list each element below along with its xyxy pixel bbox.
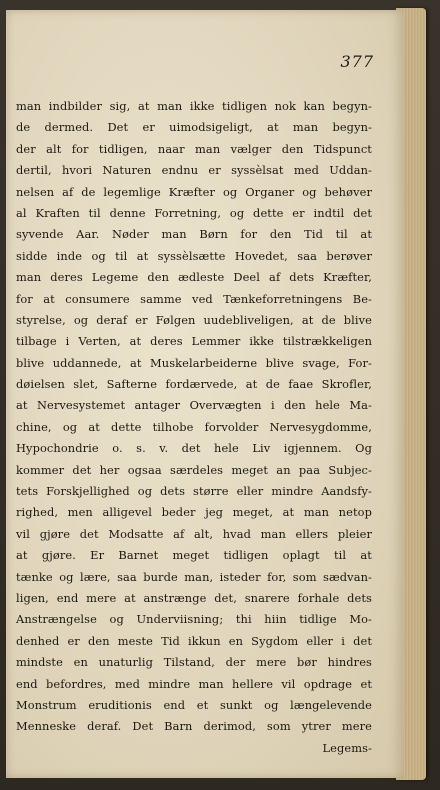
text-line: at gjøre. Er Barnet meget tidligen oplagt til at bbox=[16, 548, 372, 563]
text-line: der alt for tidligen, naar man vælger den Tidspunct bbox=[16, 141, 372, 156]
text-line: kommer det her ogsaa særdeles meget an paa Subjec- bbox=[16, 462, 372, 477]
text-line: sidde inde og til at syssèlsætte Hovedet, saa berøver bbox=[16, 248, 372, 263]
catchword: Legems- bbox=[322, 740, 372, 755]
text-line: Hypochondrie o. s. v. det hele Liv igjennem. Og bbox=[16, 441, 372, 456]
text-line: vil gjøre det Modsatte af alt, hvad man ellers pleier bbox=[16, 526, 372, 541]
text-line: styrelse, og deraf er Følgen uudebliveligen, at de blive bbox=[16, 312, 372, 327]
text-line: ligen, end mere at anstrænge det, snarere forhale dets bbox=[16, 590, 372, 605]
text-line: denhed er den meste Tid ikkun en Sygdom eller i det bbox=[16, 633, 372, 648]
text-line: mindste en unaturlig Tilstand, der mere bør hindres bbox=[16, 655, 372, 670]
text-line: Anstrængelse og Underviisning; thi hiin tidlige Mo- bbox=[16, 612, 372, 627]
text-line: al Kraften til denne Forretning, og dette er indtil det bbox=[16, 205, 372, 220]
body-text bbox=[16, 96, 372, 759]
text-line: tænke og lære, saa burde man, isteder for, som sædvan- bbox=[16, 569, 372, 584]
text-line: end befordres, med mindre man hellere vil opdrage et bbox=[16, 676, 372, 691]
text-line: man deres Legeme den ædleste Deel af dets Kræfter, bbox=[16, 270, 372, 285]
text-line: man indbilder sig, at man ikke tidligen nok kan begyn- bbox=[16, 99, 372, 113]
text-line: tilbage i Verten, at deres Lemmer ikke tilstrækkeligen bbox=[16, 334, 372, 349]
text-line: syvende Aar. Nøder man Børn for den Tid til at bbox=[16, 227, 372, 242]
text-line: blive uddannede, at Muskelarbeiderne blive svage, For- bbox=[16, 355, 372, 370]
text-line: for at consumere samme ved Tænkeforretningens Be- bbox=[16, 291, 372, 306]
text-line: de dermed. Det er uimodsigeligt, at man begyn- bbox=[16, 120, 372, 135]
text-line: døielsen slet, Safterne fordærvede, at de faae Skrofler, bbox=[16, 377, 372, 392]
text-line: dertil, hvori Naturen endnu er syssèlsat med Uddan- bbox=[16, 163, 372, 178]
book-page bbox=[6, 10, 404, 778]
text-line: tets Forskjellighed og dets større eller mindre Aandsfy- bbox=[16, 484, 372, 499]
text-line: Menneske deraf. Det Barn derimod, som ytrer mere bbox=[16, 719, 372, 734]
text-line: Monstrum eruditionis end et sunkt og længelevende bbox=[16, 697, 372, 712]
text-line: nelsen af de legemlige Kræfter og Organer og behøver bbox=[16, 184, 372, 199]
page-number: 377 bbox=[340, 52, 374, 71]
text-line: at Nervesystemet antager Overvægten i den hele Ma- bbox=[16, 398, 372, 413]
text-line: righed, men alligevel beder jeg meget, at man netop bbox=[16, 505, 372, 520]
text-line: chine, og at dette tilhobe forvolder Nervesygdomme, bbox=[16, 419, 372, 434]
